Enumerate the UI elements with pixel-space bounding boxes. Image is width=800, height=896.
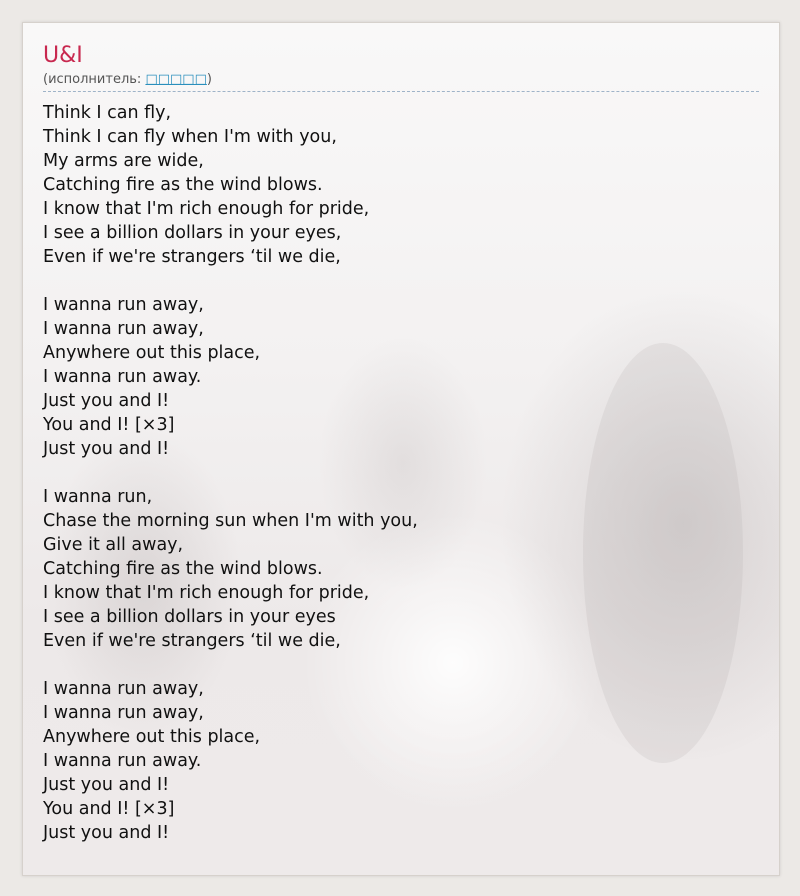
lyric-line: I wanna run away. bbox=[43, 367, 202, 387]
lyric-line: You and I! [×3] bbox=[43, 799, 175, 819]
artist-link[interactable]: □□□□□ bbox=[145, 72, 207, 87]
lyric-line: Just you and I! bbox=[43, 775, 170, 795]
lyric-line: Chase the morning sun when I'm with you, bbox=[43, 511, 418, 531]
lyric-line: I wanna run, bbox=[43, 487, 153, 507]
lyric-line: I wanna run away, bbox=[43, 703, 204, 723]
lyric-line: Just you and I! bbox=[43, 823, 170, 843]
lyric-line: Think I can fly, bbox=[43, 103, 172, 123]
lyric-line: Catching fire as the wind blows. bbox=[43, 175, 323, 195]
lyrics-text bbox=[43, 101, 759, 845]
lyric-line: Even if we're strangers ‘til we die, bbox=[43, 631, 341, 651]
lyric-line: Just you and I! bbox=[43, 439, 170, 459]
lyric-line: You and I! [×3] bbox=[43, 415, 175, 435]
lyric-line: I see a billion dollars in your eyes, bbox=[43, 223, 342, 243]
lyric-line: Give it all away, bbox=[43, 535, 184, 555]
stanza bbox=[43, 677, 759, 845]
lyric-line: Even if we're strangers ‘til we die, bbox=[43, 247, 341, 267]
artist-line bbox=[43, 71, 759, 92]
stanza bbox=[43, 485, 759, 653]
stanza bbox=[43, 293, 759, 461]
lyric-line: I wanna run away, bbox=[43, 319, 204, 339]
artist-suffix: ) bbox=[206, 72, 212, 87]
content bbox=[43, 41, 759, 869]
lyric-line: Anywhere out this place, bbox=[43, 343, 261, 363]
song-title: U&I bbox=[43, 43, 83, 68]
lyric-line: I wanna run away, bbox=[43, 679, 204, 699]
stanza bbox=[43, 101, 759, 269]
lyric-line: I wanna run away, bbox=[43, 295, 204, 315]
lyrics-card bbox=[22, 22, 780, 876]
lyric-line: I know that I'm rich enough for pride, bbox=[43, 199, 370, 219]
lyric-line: Think I can fly when I'm with you, bbox=[43, 127, 337, 147]
lyric-line: Just you and I! bbox=[43, 391, 170, 411]
artist-prefix: (исполнитель: bbox=[43, 72, 146, 87]
lyric-line: I see a billion dollars in your eyes bbox=[43, 607, 336, 627]
lyric-line: I know that I'm rich enough for pride, bbox=[43, 583, 370, 603]
lyric-line: Anywhere out this place, bbox=[43, 727, 261, 747]
lyric-line: Catching fire as the wind blows. bbox=[43, 559, 323, 579]
lyric-line: I wanna run away. bbox=[43, 751, 202, 771]
lyric-line: My arms are wide, bbox=[43, 151, 204, 171]
